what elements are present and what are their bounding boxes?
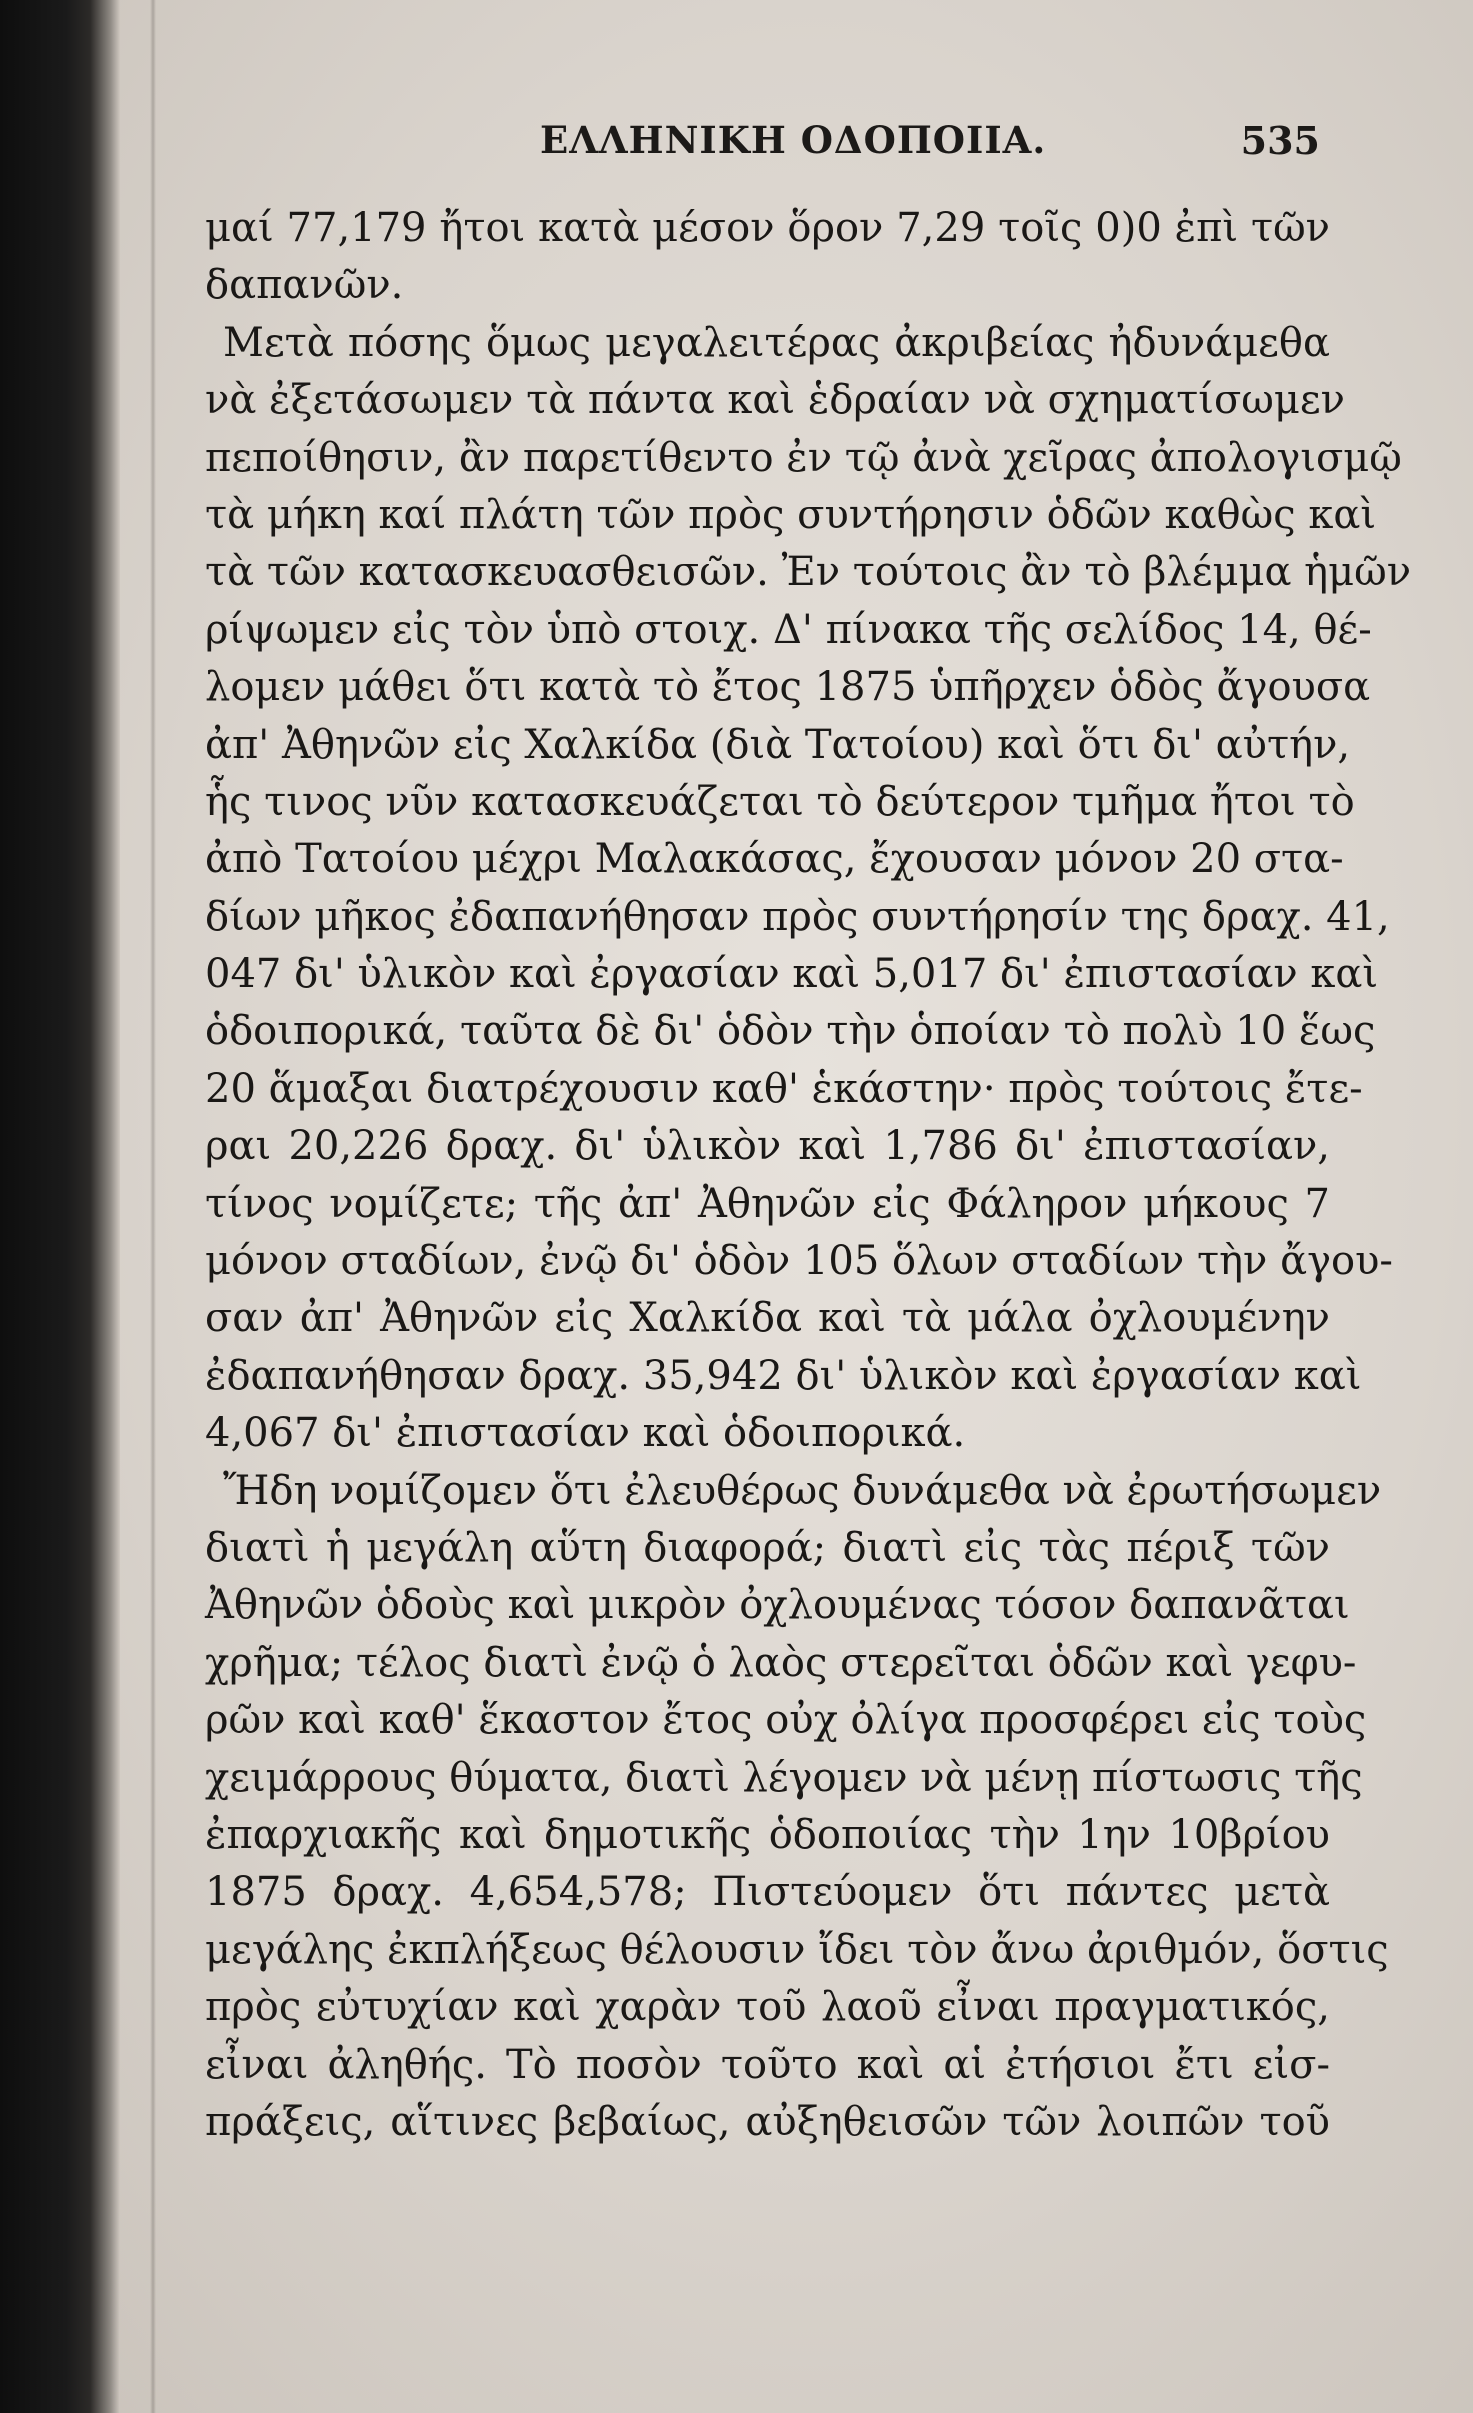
- text-line: λομεν μάθει ὅτι κατὰ τὸ ἔτος 1875 ὑπῆρχεν ὁδὸς ἄγουσα: [205, 664, 1371, 711]
- text-line: 4,067 δι' ἐπιστασίαν καὶ ὁδοιπορικά.: [205, 1410, 966, 1457]
- text-line: διατὶ ἡ μεγάλη αὕτη διαφορά; διατὶ εἰς τὰς πέριξ τῶν: [205, 1524, 1330, 1571]
- text-line: Ἤδη νομίζομεν ὅτι ἐλευθέρως δυνάμεθα νὰ ἐρωτήσωμεν: [223, 1467, 1382, 1514]
- text-line: ρῶν καὶ καθ' ἕκαστον ἔτος οὐχ ὀλίγα προσφέρει εἰς τοὺς: [205, 1697, 1367, 1744]
- text-line: πεποίθησιν, ἂν παρετίθεντο ἐν τῷ ἀνὰ χεῖρας ἀπολογισμῷ: [205, 434, 1402, 481]
- text-line: σαν ἀπ' Ἀθηνῶν εἰς Χαλκίδα καὶ τὰ μάλα ὀχλουμένην: [205, 1295, 1330, 1342]
- text-line: μόνον σταδίων, ἐνῷ δι' ὁδὸν 105 ὅλων σταδίων τὴν ἄγου-: [205, 1238, 1393, 1285]
- text-line: εἶναι ἀληθής. Τὸ ποσὸν τοῦτο καὶ αἱ ἐτήσιοι ἔτι εἰσ-: [205, 2041, 1330, 2088]
- page-header: [200, 118, 1320, 178]
- text-line: ἀπὸ Τατοίου μέχρι Μαλακάσας, ἔχουσαν μόνον 20 στα-: [205, 836, 1344, 883]
- text-line: δίων μῆκος ἐδαπανήθησαν πρὸς συντήρησίν της δραχ. 41,: [205, 893, 1390, 940]
- text-line: χρῆμα; τέλος διατὶ ἐνῷ ὁ λαὸς στερεῖται ὁδῶν καὶ γεφυ-: [205, 1639, 1357, 1686]
- text-line: τὰ μήκη καί πλάτη τῶν πρὸς συντήρησιν ὁδῶν καθὼς καὶ: [205, 491, 1377, 538]
- text-line: ραι 20,226 δραχ. δι' ὑλικὸν καὶ 1,786 δι' ἐπιστασίαν,: [205, 1123, 1330, 1170]
- text-line: 20 ἅμαξαι διατρέχουσιν καθ' ἑκάστην· πρὸς τούτοις ἔτε-: [205, 1065, 1363, 1112]
- text-line: τὰ τῶν κατασκευασθεισῶν. Ἐν τούτοις ἂν τὸ βλέμμα ἡμῶν: [205, 549, 1412, 596]
- text-line: νὰ ἐξετάσωμεν τὰ πάντα καὶ ἑδραίαν νὰ σχηματίσωμεν: [205, 377, 1345, 424]
- page-fold: [150, 0, 156, 2413]
- text-line: 1875 δραχ. 4,654,578; Πιστεύομεν ὅτι πάντες μετὰ: [205, 1869, 1330, 1916]
- page-number: 535: [1240, 118, 1320, 163]
- text-line: Μετὰ πόσης ὅμως μεγαλειτέρας ἀκριβείας ἠδυνάμεθα: [223, 319, 1330, 366]
- text-line: δαπανῶν.: [205, 262, 404, 309]
- text-line: ἐπαρχιακῆς καὶ δημοτικῆς ὁδοποιίας τὴν 1ην 10βρίου: [205, 1811, 1330, 1858]
- text-line: πρὸς εὐτυχίαν καὶ χαρὰν τοῦ λαοῦ εἶναι πραγματικός,: [205, 1984, 1330, 2031]
- text-line: τίνος νομίζετε; τῆς ἀπ' Ἀθηνῶν εἰς Φάληρον μήκους 7: [205, 1180, 1330, 1227]
- body-text: [205, 200, 1412, 2151]
- text-line: 047 δι' ὑλικὸν καὶ ἐργασίαν καὶ 5,017 δι' ἐπιστασίαν καὶ: [205, 951, 1379, 998]
- text-line: πράξεις, αἵτινες βεβαίως, αὐξηθεισῶν τῶν λοιπῶν τοῦ: [205, 2098, 1330, 2145]
- text-line: μαί 77,179 ἤτοι κατὰ μέσον ὅρον 7,29 τοῖς 0)0 ἐπὶ τῶν: [205, 205, 1330, 251]
- text-line: ρίψωμεν εἰς τὸν ὑπὸ στοιχ. Δ' πίνακα τῆς σελίδος 14, θέ-: [205, 606, 1372, 653]
- text-line: ἧς τινος νῦν κατασκευάζεται τὸ δεύτερον τμῆμα ἤτοι τὸ: [205, 778, 1355, 825]
- text-line: μεγάλης ἐκπλήξεως θέλουσιν ἴδει τὸν ἄνω ἀριθμόν, ὅστις: [205, 1926, 1389, 1973]
- text-line: χειμάρρους θύματα, διατὶ λέγομεν νὰ μένῃ πίστωσις τῆς: [205, 1754, 1363, 1801]
- text-line: Ἀθηνῶν ὁδοὺς καὶ μικρὸν ὀχλουμένας τόσον δαπανᾶται: [205, 1582, 1350, 1629]
- text-line: ἐδαπανήθησαν δραχ. 35,942 δι' ὑλικὸν καὶ ἐργασίαν καὶ: [205, 1352, 1362, 1399]
- text-line: ἀπ' Ἀθηνῶν εἰς Χαλκίδα (διὰ Τατοίου) καὶ ὅτι δι' αὐτήν,: [205, 721, 1351, 768]
- text-line: ὁδοιπορικά, ταῦτα δὲ δι' ὁδὸν τὴν ὁποίαν τὸ πολὺ 10 ἕως: [205, 1008, 1376, 1055]
- book-gutter-shadow: [0, 0, 120, 2413]
- running-title: ΕΛΛΗΝΙΚΗ ΟΔΟΠΟΙΙΑ.: [540, 118, 1047, 162]
